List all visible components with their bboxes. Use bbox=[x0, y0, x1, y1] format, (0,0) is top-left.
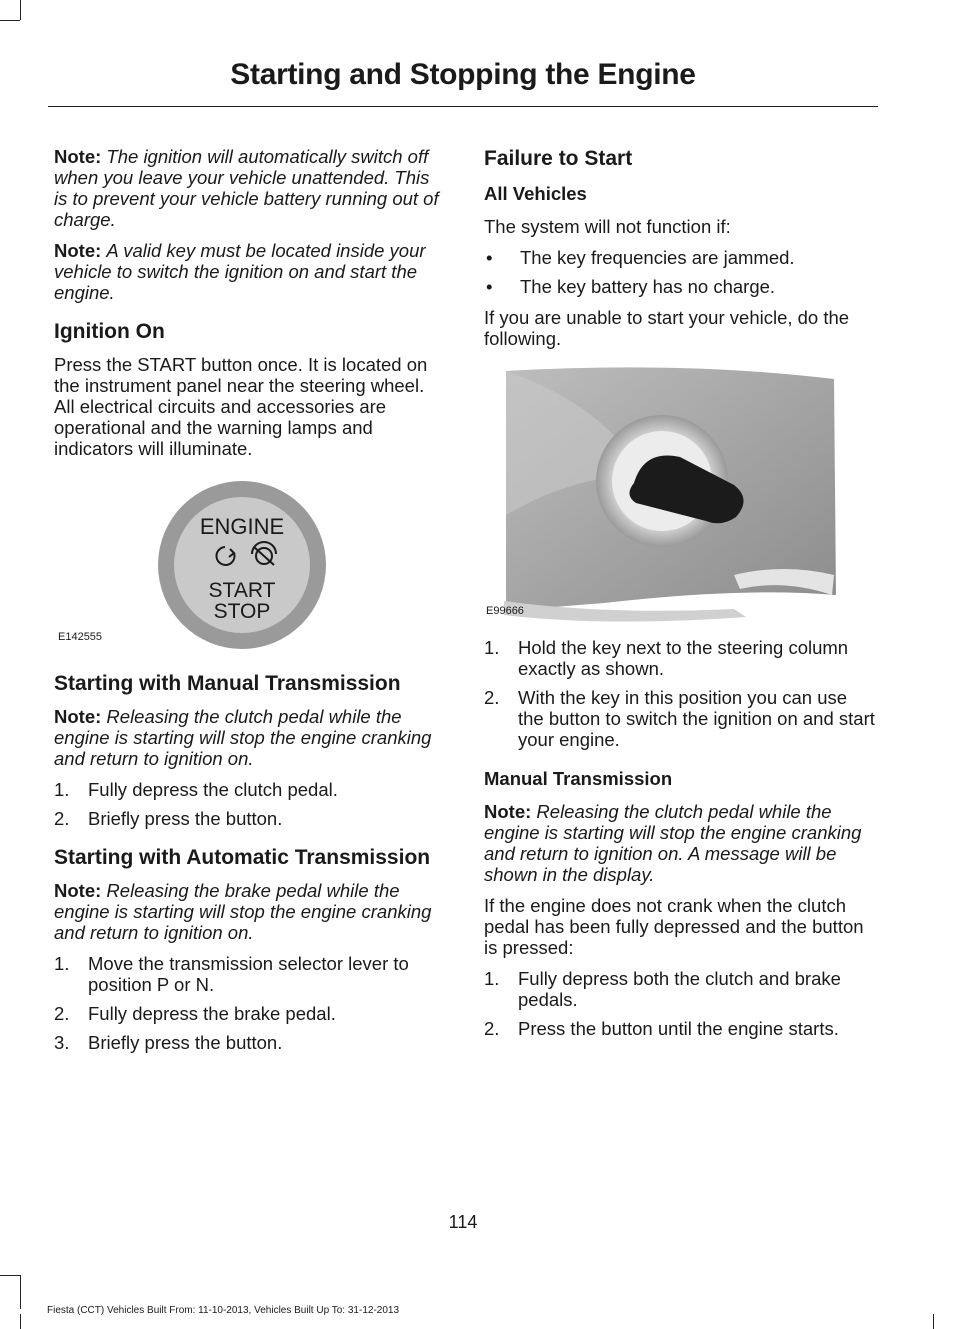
step-number: 2. bbox=[484, 687, 500, 708]
note-text: Releasing the clutch pedal while the engine is starting will stop the engine cranking and return to ignition on. bbox=[54, 706, 432, 769]
step-number: 1. bbox=[484, 637, 500, 658]
note-text: Releasing the clutch pedal while the engine is starting will stop the engine cranking and return to ignition on. A message will be shown in the display. bbox=[484, 801, 862, 885]
figure-code: E142555 bbox=[58, 631, 103, 643]
list-item bbox=[54, 953, 446, 995]
subheading-all-vehicles: All Vehicles bbox=[484, 183, 587, 204]
automatic-steps-list bbox=[54, 953, 446, 1053]
section-heading-failure-to-start: Failure to Start bbox=[484, 147, 633, 170]
left-column bbox=[54, 146, 446, 1063]
footer-vehicle-info: Fiesta (CCT) Vehicles Built From: 11-10-2013, Vehicles Built Up To: 31-12-2013 bbox=[47, 1305, 400, 1316]
crank-steps-list bbox=[484, 968, 876, 1039]
note-label: Note: bbox=[484, 801, 532, 822]
step-number: 2. bbox=[54, 808, 70, 829]
list-item bbox=[484, 1018, 876, 1039]
crop-mark bbox=[0, 20, 20, 21]
list-item bbox=[484, 247, 876, 268]
key-next-to-steering-column-illustration bbox=[484, 365, 876, 627]
step-text: Fully depress the clutch pedal. bbox=[88, 779, 338, 800]
engine-start-stop-button-icon bbox=[54, 469, 446, 649]
ignition-paragraph: Press the START button once. It is located on the instrument panel near the steering wheel. All electrical circuits and accessories are operational and the warning lamps and indicators will illuminate. bbox=[54, 354, 428, 459]
list-item bbox=[484, 687, 876, 750]
crop-mark bbox=[20, 0, 21, 20]
step-text: Hold the key next to the steering column exactly as shown. bbox=[518, 637, 849, 679]
intro-text: The system will not function if: bbox=[484, 216, 731, 237]
note-text: The ignition will automatically switch off when you leave your vehicle unattended. This is to prevent your vehicle battery running out of charge. bbox=[54, 146, 439, 230]
key-steps-list bbox=[484, 637, 876, 750]
note-label: Note: bbox=[54, 706, 102, 727]
step-number: 1. bbox=[484, 968, 500, 989]
note-auto-switch-off bbox=[54, 146, 446, 230]
step-text: Briefly press the button. bbox=[88, 1032, 283, 1053]
bullet-text: The key battery has no charge. bbox=[520, 276, 776, 297]
figure-code: E99666 bbox=[486, 605, 524, 617]
list-item bbox=[484, 276, 876, 297]
step-text: Briefly press the button. bbox=[88, 808, 283, 829]
title-divider bbox=[48, 106, 878, 107]
manual-note bbox=[54, 706, 446, 769]
section-heading-ignition-on: Ignition On bbox=[54, 320, 165, 343]
crop-mark bbox=[0, 1275, 20, 1276]
start-label: START bbox=[208, 579, 276, 602]
bullet: • bbox=[486, 276, 493, 297]
step-number: 1. bbox=[54, 779, 70, 800]
step-text: Fully depress the brake pedal. bbox=[88, 1003, 336, 1024]
crop-mark bbox=[20, 1275, 21, 1309]
list-item bbox=[54, 1032, 446, 1053]
right-column bbox=[484, 146, 876, 1049]
list-item bbox=[54, 808, 446, 829]
bullet: • bbox=[486, 247, 493, 268]
list-item bbox=[54, 779, 446, 800]
stop-label: STOP bbox=[213, 600, 271, 623]
engine-label: ENGINE bbox=[199, 514, 285, 539]
section-heading-automatic-transmission: Starting with Automatic Transmission bbox=[54, 846, 431, 869]
step-number: 3. bbox=[54, 1032, 70, 1053]
crop-mark bbox=[20, 1314, 21, 1329]
step-text: Fully depress both the clutch and brake pedals. bbox=[518, 968, 841, 1010]
bullet-text: The key frequencies are jammed. bbox=[520, 247, 795, 268]
manual-note bbox=[484, 801, 876, 885]
list-item bbox=[54, 1003, 446, 1024]
conditions-list bbox=[484, 247, 876, 297]
engine-button-figure bbox=[54, 469, 446, 649]
list-item bbox=[484, 637, 876, 679]
subheading-manual-transmission: Manual Transmission bbox=[484, 768, 673, 789]
key-position-figure bbox=[484, 365, 876, 627]
note-text: Releasing the brake pedal while the engine is starting will stop the engine cranking and return to ignition on. bbox=[54, 880, 432, 943]
list-item bbox=[484, 968, 876, 1010]
manual-steps-list bbox=[54, 779, 446, 829]
unable-text: If you are unable to start your vehicle, do the following. bbox=[484, 307, 850, 349]
page-number: 114 bbox=[448, 1212, 478, 1232]
note-label: Note: bbox=[54, 240, 102, 261]
step-text: Press the button until the engine starts. bbox=[518, 1018, 839, 1039]
note-valid-key bbox=[54, 240, 446, 303]
step-text: With the key in this position you can use the button to switch the ignition on and start your engine. bbox=[518, 687, 875, 750]
step-number: 2. bbox=[484, 1018, 500, 1039]
page-title: Starting and Stopping the Engine bbox=[230, 58, 696, 91]
crank-text: If the engine does not crank when the clutch pedal has been fully depressed and the button is pressed: bbox=[484, 895, 864, 958]
note-label: Note: bbox=[54, 146, 102, 167]
automatic-note bbox=[54, 880, 446, 943]
step-text: Move the transmission selector lever to position P or N. bbox=[88, 953, 409, 995]
crop-mark bbox=[933, 1314, 934, 1329]
step-number: 1. bbox=[54, 953, 70, 974]
step-number: 2. bbox=[54, 1003, 70, 1024]
section-heading-manual-transmission: Starting with Manual Transmission bbox=[54, 672, 401, 695]
note-text: A valid key must be located inside your vehicle to switch the ignition on and start the engine. bbox=[54, 240, 426, 303]
note-label: Note: bbox=[54, 880, 102, 901]
